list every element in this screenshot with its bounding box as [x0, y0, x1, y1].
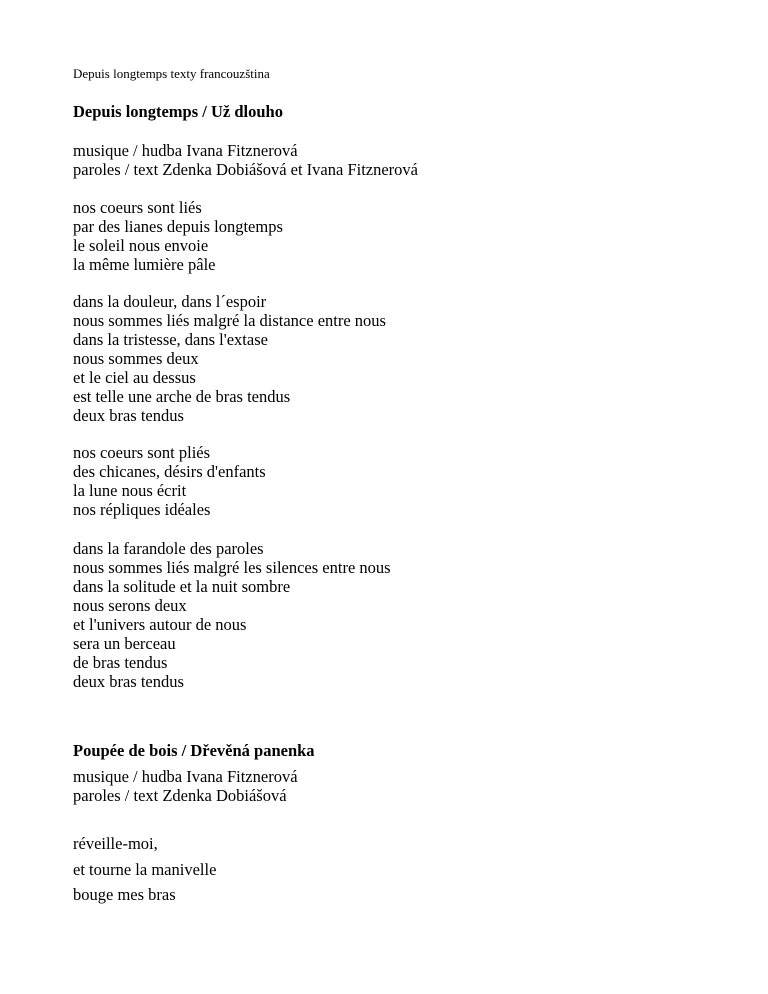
lyric-line: deux bras tendus [73, 406, 184, 425]
lyric-line: nos coeurs sont liés [73, 198, 202, 217]
lyric-line: est telle une arche de bras tendus [73, 387, 291, 406]
document-header: Depuis longtemps texty francouzština [73, 66, 270, 81]
song1-title: Depuis longtemps / Už dlouho [73, 102, 283, 121]
lyric-line: le soleil nous envoie [73, 236, 209, 255]
lyric-line: des chicanes, désirs d'enfants [73, 462, 266, 481]
lyric-line: et tourne la manivelle [73, 859, 217, 879]
credit-line: paroles / text Zdenka Dobiášová [73, 786, 287, 805]
lyric-line: et l'univers autour de nous [73, 615, 247, 634]
lyric-line: dans la farandole des paroles [73, 539, 264, 558]
lyric-line: nous sommes liés malgré les silences entre nous [73, 558, 391, 577]
lyric-line: dans la tristesse, dans l'extase [73, 330, 268, 349]
credit-line: musique / hudba Ivana Fitznerová [73, 141, 298, 160]
lyric-line: la même lumière pâle [73, 255, 216, 274]
credit-line: paroles / text Zdenka Dobiášová et Ivana Fitznerová [73, 160, 419, 179]
lyric-line: sera un berceau [73, 634, 176, 653]
lyric-line: par des lianes depuis longtemps [73, 217, 283, 236]
lyric-line: réveille-moi, [73, 834, 158, 853]
lyric-line: dans la douleur, dans l´espoir [73, 292, 267, 311]
lyric-line: dans la solitude et la nuit sombre [73, 577, 291, 596]
lyric-line: bouge mes bras [73, 885, 176, 904]
lyric-line: nous sommes deux [73, 349, 199, 368]
lyric-line: de bras tendus [73, 653, 168, 672]
lyric-line: nos répliques idéales [73, 500, 211, 519]
song2-title: Poupée de bois / Dřevěná panenka [73, 741, 315, 760]
lyric-line: nos coeurs sont pliés [73, 443, 211, 462]
credit-line: musique / hudba Ivana Fitznerová [73, 767, 298, 786]
song2-credits [73, 767, 298, 805]
lyric-line: la lune nous écrit [73, 481, 187, 500]
song2-stanza-1 [73, 831, 216, 908]
lyric-line: deux bras tendus [73, 672, 184, 691]
song1-stanza-3 [73, 443, 266, 519]
lyric-line: et le ciel au dessus [73, 368, 196, 387]
song1-stanza-2 [73, 292, 386, 425]
song1-credits [73, 141, 418, 179]
song1-stanza-4 [73, 539, 391, 691]
song1-stanza-1 [73, 198, 283, 274]
lyric-line: nous serons deux [73, 596, 187, 615]
lyric-line: nous sommes liés malgré la distance entre nous [73, 311, 386, 330]
